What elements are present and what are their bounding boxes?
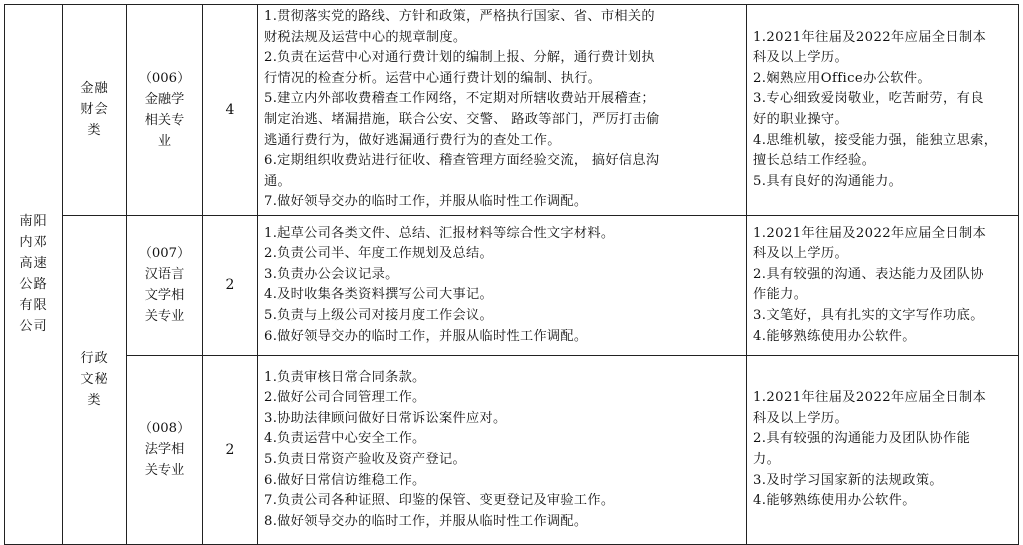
requirement-line: 2.娴熟应用Office办公软件。 — [753, 70, 932, 86]
category-label: 金融财会类 — [80, 81, 109, 139]
requirement-line: 1.2021年往届及2022年应届全日制本 — [753, 29, 987, 45]
duty-line: 4.及时收集各类资料撰写公司大事记。 — [264, 287, 493, 303]
requirement-line: 1.2021年往届及2022年应届全日制本 — [753, 225, 987, 241]
requirements-cell — [747, 355, 1019, 544]
duties-cell — [258, 215, 747, 355]
requirement-line: 作能力。 — [753, 287, 808, 303]
duty-line: 7.做好领导交办的临时工作，并服从临时性工作调配。 — [264, 194, 588, 210]
table-row — [5, 5, 1019, 216]
requirement-line: 力。 — [753, 451, 781, 467]
duty-line: 7.负责公司各种证照、印鉴的保管、变更登记及审验工作。 — [264, 493, 615, 509]
table-row — [5, 355, 1019, 544]
requirement-line: 5.具有良好的沟通能力。 — [753, 173, 903, 189]
duty-line: 财税法规及运营中心的规章制度。 — [264, 29, 467, 45]
major-cell — [127, 355, 203, 544]
requirement-line: 科及以上学历。 — [753, 410, 849, 426]
duty-line: 1.负责审核日常合同条款。 — [264, 369, 426, 385]
headcount: 2 — [225, 277, 235, 294]
duty-line: 6.做好领导交办的临时工作，并服从临时性工作调配。 — [264, 328, 588, 344]
company-cell — [5, 5, 63, 545]
major-name: 金融学相关专业 — [144, 91, 185, 149]
major-cell — [127, 5, 203, 216]
duty-line: 制定治逃、堵漏措施，联合公安、交警、 路政等部门，严厉打击偷 — [264, 111, 660, 127]
major-name: 法学相关专业 — [144, 442, 185, 479]
duty-line: 行情况的检查分析。运营中心通行费计划的编制、执行。 — [264, 70, 602, 86]
requirement-line: 擅长总结工作经验。 — [753, 153, 876, 169]
duty-line: 4.负责运营中心安全工作。 — [264, 431, 426, 447]
duty-line: 5.负责日常资产验收及资产登记。 — [264, 451, 467, 467]
major-name: 汉语言文学相关专业 — [144, 267, 185, 325]
duty-line: 6.定期组织收费站进行征收、稽查管理方面经验交流， 搞好信息沟 — [264, 153, 660, 169]
requirement-line: 好的职业操守。 — [753, 111, 849, 127]
requirement-line: 科及以上学历。 — [753, 50, 849, 66]
duty-line: 5.负责与上级公司对接月度工作会议。 — [264, 308, 493, 324]
duty-line: 逃通行费行为，做好逃漏通行费行为的查处工作。 — [264, 132, 561, 148]
position-code: （006） — [138, 70, 191, 86]
position-code: （007） — [138, 246, 191, 262]
headcount-cell — [203, 215, 258, 355]
duty-line: 通。 — [264, 173, 291, 189]
requirement-line: 科及以上学历。 — [753, 246, 849, 262]
headcount-cell — [203, 355, 258, 544]
headcount: 4 — [225, 101, 235, 118]
requirements-cell — [747, 215, 1019, 355]
category-label: 行政文秘类 — [80, 351, 109, 409]
requirement-line: 2.具有较强的沟通、表达能力及团队协 — [753, 266, 984, 282]
requirement-line: 2.具有较强的沟通能力及团队协作能 — [753, 431, 971, 447]
duty-line: 6.做好日常信访维稳工作。 — [264, 472, 426, 488]
duty-line: 5.建立内外部收费稽查工作网络，不定期对所辖收费站开展稽查； — [264, 91, 655, 107]
duty-line: 1.起草公司各类文件、总结、汇报材料等综合性文字材料。 — [264, 225, 615, 241]
headcount: 2 — [225, 441, 235, 458]
duty-line: 8.做好领导交办的临时工作，并服从临时性工作调配。 — [264, 513, 588, 529]
duty-line: 1.贯彻落实党的路线、方针和政策，严格执行国家、省、市相关的 — [264, 9, 655, 24]
company-name: 南阳内邓高速公路有限公司 — [19, 214, 48, 335]
requirement-line: 3.专心细致爱岗敬业，吃苦耐劳，有良 — [753, 91, 984, 107]
major-cell — [127, 215, 203, 355]
requirement-line: 4.能够熟练使用办公软件。 — [753, 328, 916, 344]
requirement-line: 3.文笔好，具有扎实的文字写作功底。 — [753, 308, 984, 324]
duties-cell — [258, 355, 747, 544]
table-row — [5, 215, 1019, 355]
duty-line: 2.做好公司合同管理工作。 — [264, 390, 426, 406]
requirements-cell — [747, 5, 1019, 216]
duty-line: 3.负责办公会议记录。 — [264, 266, 399, 282]
duty-line: 2.负责公司半、年度工作规划及总结。 — [264, 246, 493, 262]
category-cell — [63, 5, 127, 216]
position-code: （008） — [138, 421, 191, 437]
recruitment-table — [4, 4, 1019, 545]
requirement-line: 3.及时学习国家新的法规政策。 — [753, 472, 944, 488]
duty-line: 3.协助法律顾问做好日常诉讼案件应对。 — [264, 410, 507, 426]
headcount-cell — [203, 5, 258, 216]
requirement-line: 1.2021年往届及2022年应届全日制本 — [753, 390, 987, 406]
requirement-line: 4.能够熟练使用办公软件。 — [753, 493, 916, 509]
requirement-line: 4.思维机敏，接受能力强，能独立思索， — [753, 132, 998, 148]
category-cell — [63, 215, 127, 544]
duty-line: 2.负责在运营中心对通行费计划的编制上报、分解，通行费计划执 — [264, 50, 655, 66]
duties-cell — [258, 5, 747, 216]
